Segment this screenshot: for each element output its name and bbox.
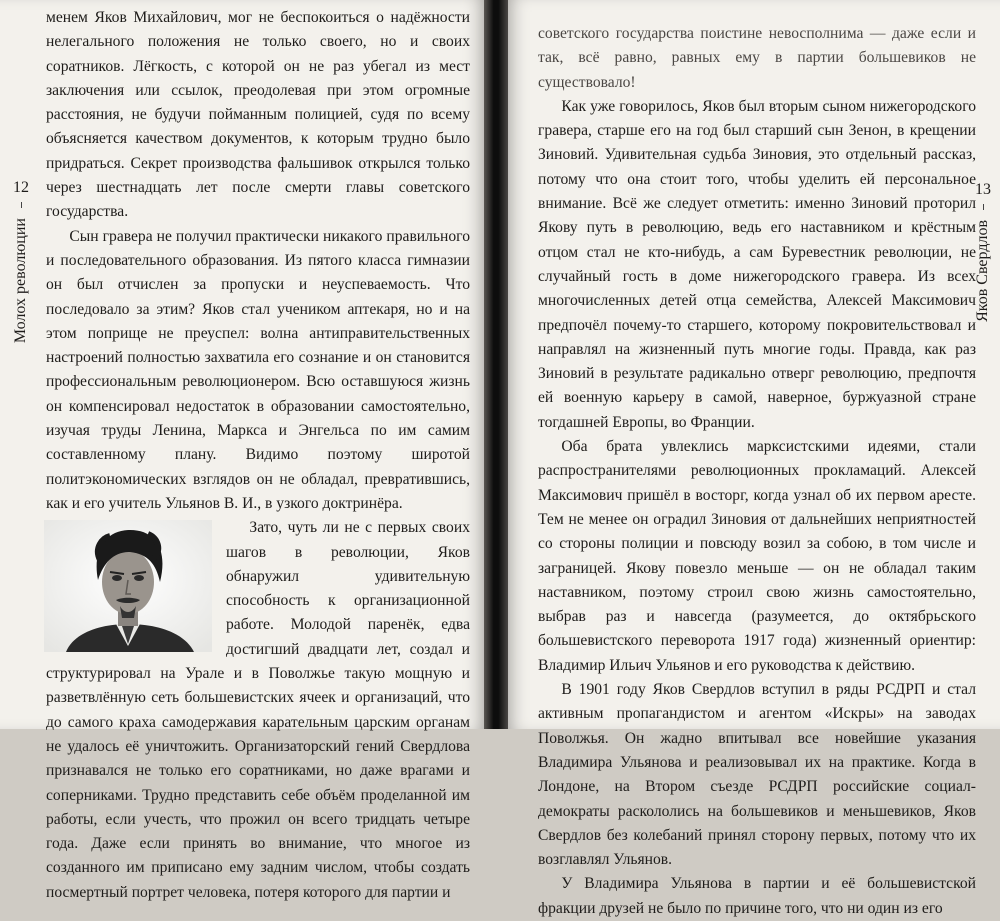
left-body-text — [46, 6, 470, 905]
portrait-image — [44, 520, 212, 652]
left-paragraph-1: менем Яков Михайлович, мог не беспокоиться о надёжности нелегального положения не только своего, но и своих соратников. Лёгкость, с которой он не раз убегал из мест заключения или ссылок, преодолевая при этом огромные расстояния, не будучи пойманным полицией, судя по всему объясняется качеством документов, к которым трудно было придраться. Секрет производства фальшивок открылся только через шестнадцать лет после смерти главы советского государства. — [46, 9, 470, 221]
portrait-photo — [44, 520, 212, 652]
right-page — [508, 0, 1000, 917]
right-header-divider — [983, 204, 984, 210]
left-paragraph-2: Сын гравера не получил практически никакого правильного и последовательного образования. Из пятого класса гимназии он был отчислен за пропуски и неуспеваемость. Что последовало за этим? Яков стал учеником аптекаря, но и на этом поприще не преуспел: волна антиправительственных настроений полностью захватила его сознание и он становится профессиональным революционером. Всю оставшуюся жизнь он компенсировал недостаток в образовании самостоятельно, изучая труды Ленина, Маркса и Энгельса по им самим составленному плану. Видимо поэтому широтой политэкономических взглядов он не обладал, превратившись, как и его учитель Ульянов В. И., в узкого доктринёра. — [46, 227, 470, 512]
left-running-header — [6, 178, 36, 343]
right-paragraph-4: В 1901 году Яков Свердлов вступил в ряды РСДРП и стал активным пропагандистом и агентом «Искры» на заводах Поволжья. Он жадно впитывал все новейшие указания Владимира Ульянова и реализовывал их на практике. Когда в Лондоне, на Втором съезде РСДРП российские социал-демократы раскололись на большевиков и меньшевиков, Яков Свердлов без колебаний принял сторону первых, потому что их возглавлял Ульянов. — [538, 681, 976, 869]
left-page-number: 12 — [13, 179, 29, 196]
right-paragraph-1: советского государства поистине невосполнима — даже если и так, всё равно, равных ему в партии большевиков не существовало! — [538, 25, 976, 91]
right-paragraph-3: Оба брата увлеклись марксистскими идеями, стали распространителями революционных прокламаций. Алексей Максимович пришёл в восторг, когда узнал об их первом аресте. Тем не менее он оградил Зиновия от дальнейших неприятностей со стороны полиции и повсюду возил за собою, в том числе и заграницей. Якову повезло меньше — он не обладал таким наставником, поэтому строил свою жизнь самостоятельно, выбрав раз и навсегда (разумеется, до октябрьского большевистского переворота 1917 года) жизненный ориентир: Владимир Ильич Ульянов и его руководства к действию. — [538, 438, 976, 674]
left-page — [0, 0, 484, 901]
book-gutter — [484, 0, 508, 729]
right-page-number: 13 — [975, 181, 991, 198]
left-running-title: Молох революции — [12, 218, 29, 344]
left-paragraph-3: Зато, чуть ли не с первых своих шагов в революции, Яков обнаружил удивительную способность к организационной работе. Молодой паренёк, едва достигший двадцати лет, создал и структурировал на Урале и в Поволжье такую мощную и разветвлённую сеть большевистских ячеек и организаций, что до самого краха самодержавия карательным царским органам не удалось её уничтожить. Организаторский гений Свердлова признавался не только его соратниками, но даже врагами и соперниками. Трудно представить себе объём проделанной им работы, если учесть, что прожил он всего тридцать четыре года. Даже если принять во внимание, что многое из созданного им приписано ему задним числом, чтобы создать посмертный портрет человека, потеря которого для партии и — [46, 519, 470, 901]
right-body-text — [538, 22, 976, 921]
right-running-title: Яков Свердлов — [974, 220, 991, 322]
left-header-divider — [21, 202, 22, 208]
right-paragraph-5: У Владимира Ульянова в партии и её большевистской фракции друзей не было по причине того, что ни один из его — [538, 875, 976, 917]
right-paragraph-2: Как уже говорилось, Яков был вторым сыном нижегородского гравера, старше его на год был старший сын Зенон, в крещении Зиновий. Удивительная судьба Зиновия, это отдельный рассказ, потому что она стоит того, чтобы уделить ей персональное внимание. Всё же следует отметить: именно Зиновий проторил Якову путь в революцию, ведь его наставником и крёстным отцом стал не кто-нибудь, а сам Буревестник революции, не случайный гость в доме нижегородского гравера. Из всех многочисленных детей отца семейства, Алексей Максимович предпочёл почему-то старшего, которому покровительствовал и направлял на жизненный путь многие годы. Правда, как раз Зиновий в результате радикально отверг революцию, предпочтя ей военную карьеру в самой, наверное, буржуазной стране тогдашней Европы, во Франции. — [538, 97, 976, 431]
